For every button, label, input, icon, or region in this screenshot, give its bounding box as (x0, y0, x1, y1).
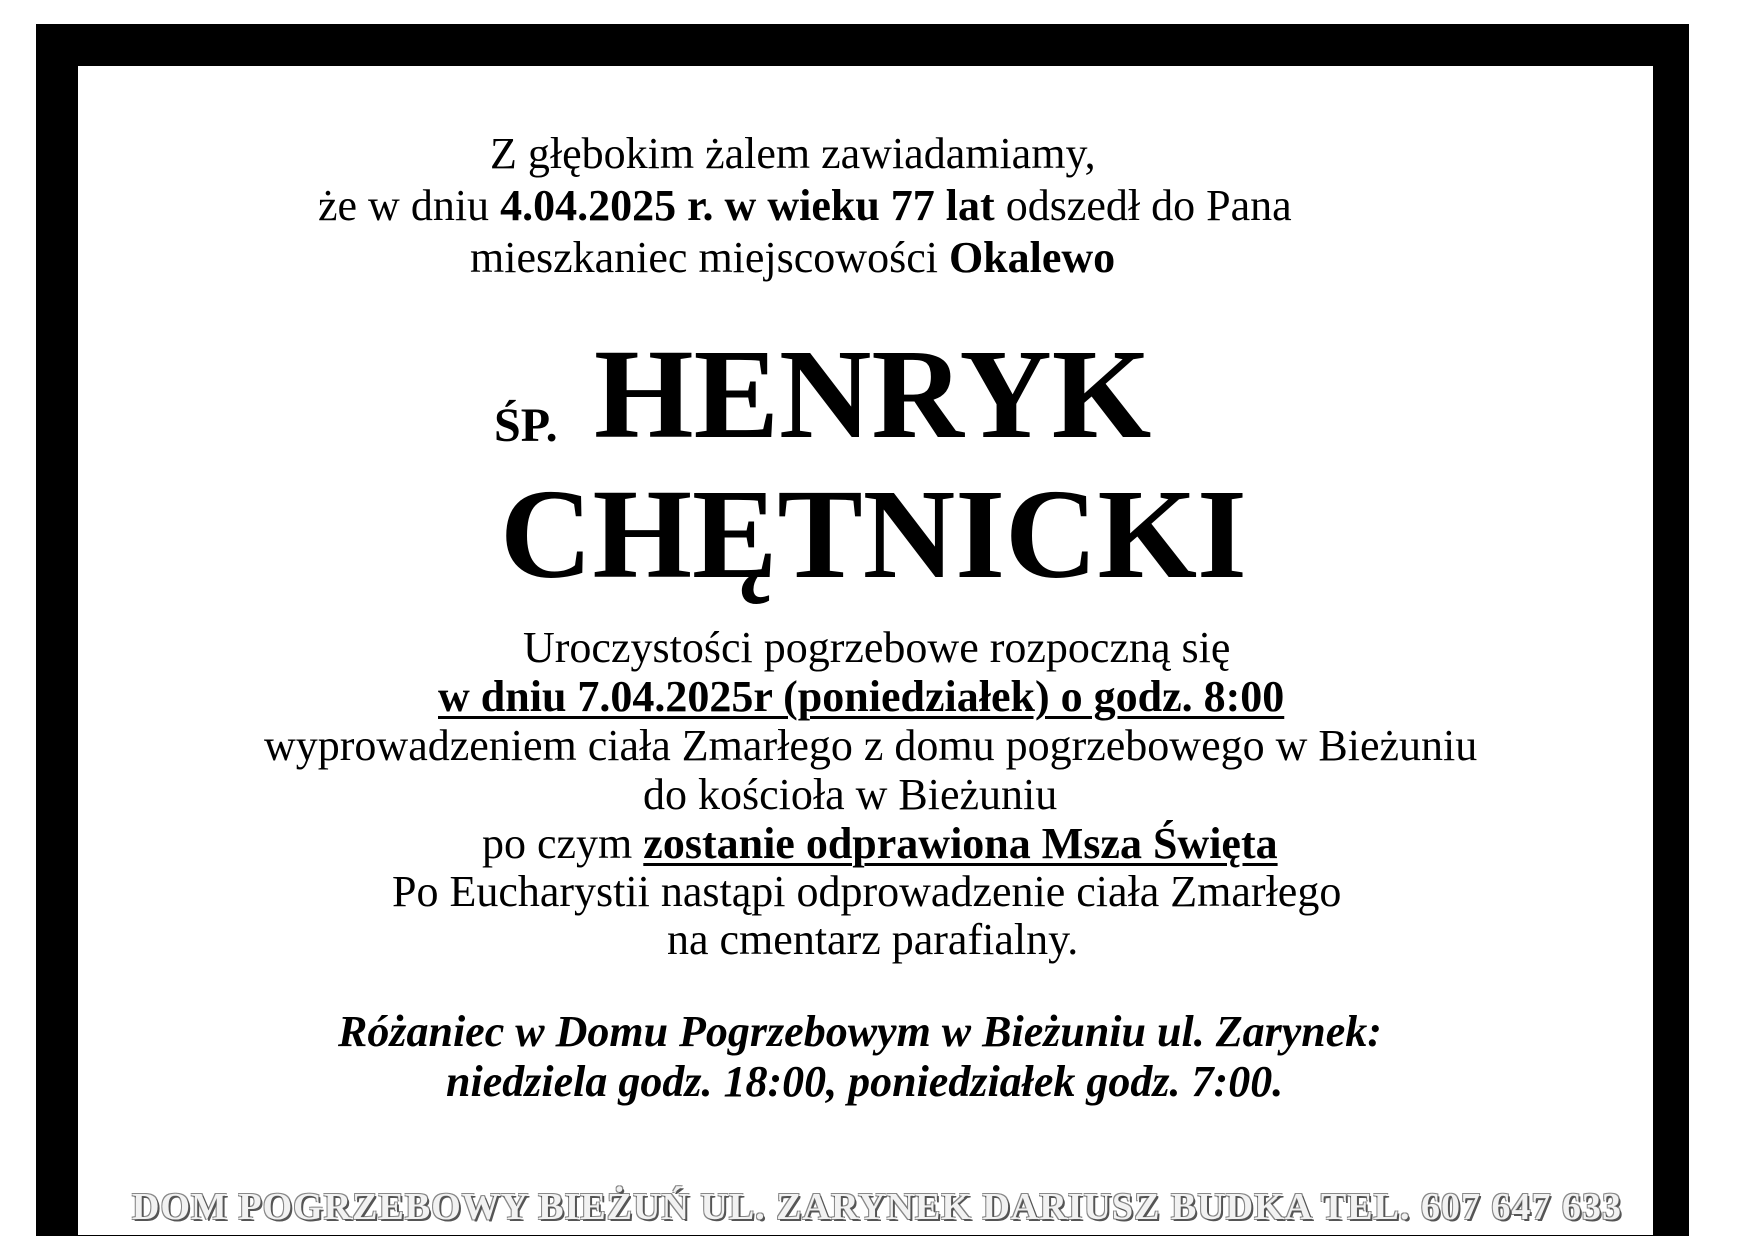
last-name: CHĘTNICKI (500, 463, 1247, 605)
funeral-home-footer: DOM POGRZEBOWY BIEŻUŃ UL. ZARYNEK DARIUSZ BUDKA TEL. 607 647 633 (132, 1186, 1622, 1228)
funeral-line-7: na cmentarz parafialny. (667, 915, 1079, 964)
funeral-line-3: wyprowadzeniem ciała Zmarłego z domu pogrzebowego w Bieżuniu (264, 721, 1478, 770)
funeral-date-line: w dniu 7.04.2025r (poniedziałek) o godz. 8:00 (438, 672, 1285, 721)
funeral-line-5: po czym zostanie odprawiona Msza Święta (482, 819, 1278, 868)
first-name: HENRYK (594, 323, 1152, 465)
funeral-line-6: Po Eucharystii nastąpi odprowadzenie ciała Zmarłego (392, 867, 1342, 916)
name-prefix: ŚP. (494, 399, 558, 452)
intro-line-2: że w dniu 4.04.2025 r. w wieku 77 lat odszedł do Pana (318, 181, 1292, 230)
intro-line-3: mieszkaniec miejscowości Okalewo (470, 233, 1116, 282)
intro-line-1: Z głębokim żalem zawiadamiamy, (490, 129, 1096, 178)
funeral-line-4: do kościoła w Bieżuniu (643, 770, 1058, 819)
rosary-line-2: niedziela godz. 18:00, poniedziałek godz. 7:00. (446, 1057, 1284, 1106)
rosary-line-1: Różaniec w Domu Pogrzebowym w Bieżuniu ul. Zarynek: (338, 1007, 1382, 1056)
funeral-line-1: Uroczystości pogrzebowe rozpoczną się (523, 623, 1231, 672)
